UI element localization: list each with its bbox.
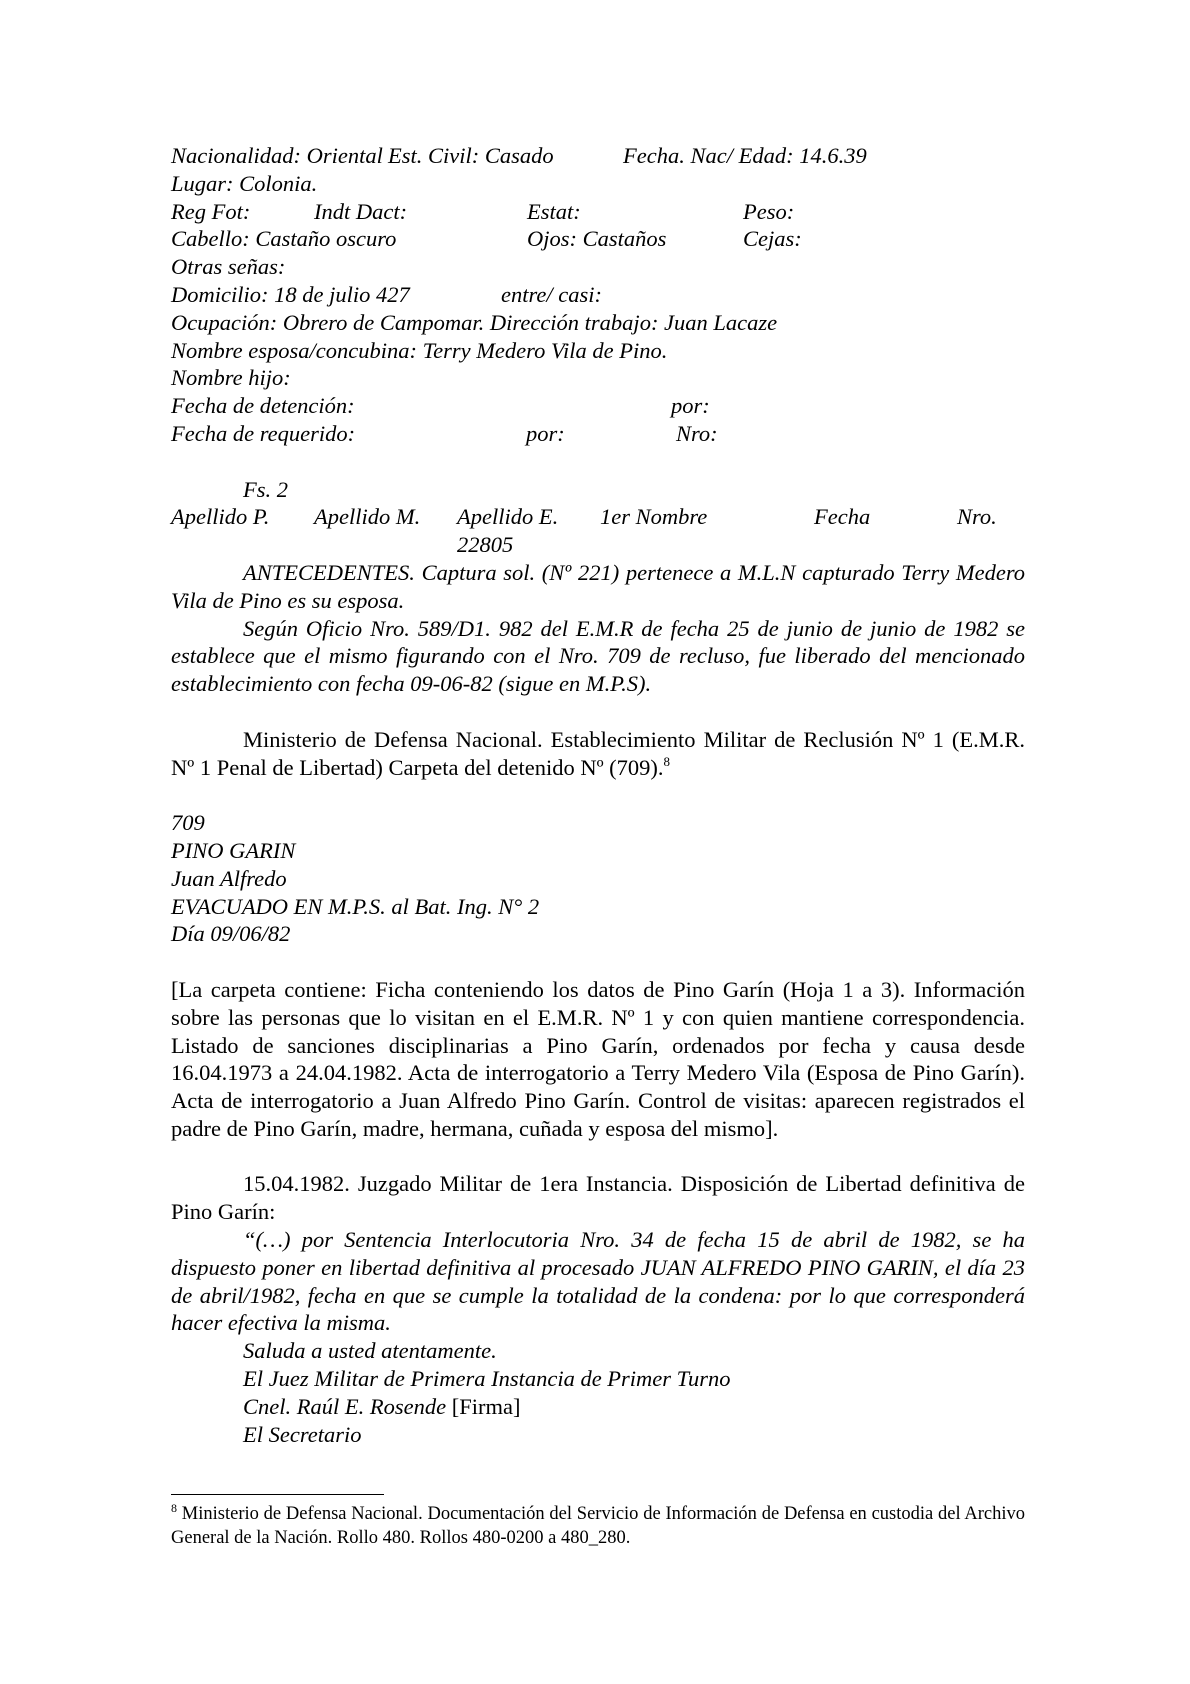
hijo: Nombre hijo:: [171, 365, 291, 391]
footnote-reference: 8: [663, 753, 671, 769]
record-line-domicilio: [171, 281, 1025, 309]
header-nro: Nro.: [957, 504, 997, 530]
ojos: Ojos: Castaños: [527, 226, 667, 252]
footnote: [171, 1502, 1025, 1550]
carpeta-label: [171, 809, 1025, 948]
detainee-record: [171, 142, 1025, 448]
juzgado-firmante-line: [171, 1393, 1025, 1421]
juzgado-secretario: El Secretario: [243, 1421, 362, 1447]
juzgado-saluda: Saluda a usted atentamente.: [243, 1338, 497, 1364]
record-line-esposa: [171, 337, 1025, 365]
fecha-nacimiento: Fecha. Nac/ Edad: 14.6.39: [623, 143, 867, 168]
footnote-text: Ministerio de Defensa Nacional. Documentación del Servicio de Información de Defensa en custodia del Archivo General de la Nación. Rollo 480. Rollos 480-0200 a 480_280.: [171, 1504, 1026, 1548]
fs-number-line: [171, 531, 1025, 559]
nacionalidad: Nacionalidad: Oriental: [171, 143, 383, 168]
esposa: Nombre esposa/concubina: Terry Medero Vila de Pino.: [171, 337, 668, 363]
reg-fot: Reg Fot:: [171, 198, 251, 224]
requerido-por: por:: [526, 420, 565, 446]
juzgado-heading: 15.04.1982. Juzgado Militar de 1era Instancia. Disposición de Libertad definitiva de Pino Garín:: [171, 1171, 1025, 1225]
cabello: Cabello: Castaño oscuro: [171, 226, 397, 252]
cejas: Cejas:: [743, 226, 802, 252]
antecedentes-paragraph-1: ANTECEDENTES. Captura sol. (Nº 221) pertenece a M.L.N capturado Terry Medero Vila de Pino es su esposa.: [171, 559, 1025, 613]
juzgado-juez: El Juez Militar de Primera Instancia de Primer Turno: [243, 1366, 731, 1392]
carpeta-evacuado: EVACUADO EN M.P.S. al Bat. Ing. N° 2: [171, 893, 540, 919]
fs-block: [171, 476, 1025, 698]
record-line-detencion: [171, 392, 1025, 420]
fs-label: Fs. 2: [243, 476, 288, 502]
record-line-requerido: [171, 420, 1025, 448]
ministerio-text: Ministerio de Defensa Nacional. Establecimiento Militar de Reclusión Nº 1 (E.M.R. Nº 1 Penal de Libertad) Carpeta del detenido Nº (709).: [171, 726, 1025, 780]
document-page: [171, 142, 1025, 1448]
carpeta-surname: PINO GARIN: [171, 837, 296, 863]
peso: Peso:: [743, 198, 795, 224]
header-apellido-m: Apellido M.: [314, 504, 421, 530]
carpeta-contents-paragraph: [La carpeta contiene: Ficha conteniendo los datos de Pino Garín (Hoja 1 a 3). Información sobre las personas que lo visitan en el E.M.R. Nº 1 y con quien mantiene correspondencia. Listado de sanciones disciplinarias a Pino Garín, ordenados por fecha y causa desde 16.04.1973 a 24.04.1982. Acta de interrogatorio a Terry Medero Vila (Esposa de Pino Garín). Acta de interrogatorio a Juan Alfredo Pino Garín. Control de visitas: aparecen registrados el padre de Pino Garín, madre, hermana, cuñada y esposa del mismo].: [171, 976, 1025, 1141]
fs-headers: [171, 503, 1025, 531]
lugar: Lugar: Colonia.: [171, 170, 318, 196]
ocupacion: Ocupación: Obrero de Campomar. Dirección trabajo: Juan Lacaze: [171, 309, 778, 335]
fecha-detencion: Fecha de detención:: [171, 393, 355, 419]
fs-number: 22805: [457, 532, 514, 558]
header-apellido-e: Apellido E.: [457, 504, 559, 530]
carpeta-dia: Día 09/06/82: [171, 921, 291, 947]
record-line-lugar: [171, 170, 1025, 198]
record-line-nationality: [171, 142, 1025, 170]
otras-senas: Otras señas:: [171, 254, 286, 280]
juzgado-firmante: Cnel. Raúl E. Rosende: [243, 1393, 447, 1419]
juzgado-quote: “(…) por Sentencia Interlocutoria Nro. 34 de fecha 15 de abril de 1982, se ha dispuesto poner en libertad definitiva al procesado JUAN ALFREDO PINO GARIN, el día 23 de abril/1982, fecha en que se cumple la totalidad de la condena: por lo que corresponderá hacer efectiva la misma.: [171, 1227, 1025, 1336]
footnote-number: 8: [171, 1501, 177, 1515]
detencion-por: por:: [671, 393, 710, 419]
carpeta-number: 709: [171, 810, 205, 836]
entre-casi: entre/ casi:: [501, 281, 603, 307]
record-line-ocupacion: [171, 309, 1025, 337]
header-nombre: 1er Nombre: [600, 504, 708, 530]
record-line-otras-senas: [171, 253, 1025, 281]
record-line-reg-fot: [171, 198, 1025, 226]
domicilio: Domicilio: 18 de julio 427: [171, 281, 410, 307]
carpeta-given-name: Juan Alfredo: [171, 865, 287, 891]
fecha-requerido: Fecha de requerido:: [171, 420, 356, 446]
juzgado-firma: [Firma]: [451, 1393, 521, 1419]
header-apellido-p: Apellido P.: [171, 504, 270, 530]
ministerio-paragraph: [171, 726, 1025, 782]
requerido-nro: Nro:: [676, 420, 718, 446]
antecedentes-paragraph-2: Según Oficio Nro. 589/D1. 982 del E.M.R de fecha 25 de junio de junio de 1982 se establece que el mismo figurando con el Nro. 709 de recluso, fue liberado del mencionado establecimiento con fecha 09-06-82 (sigue en M.P.S).: [171, 615, 1025, 697]
footnote-separator: [171, 1494, 384, 1495]
indt-dact: Indt Dact:: [314, 198, 408, 224]
estat: Estat:: [527, 198, 581, 224]
estado-civil: Est. Civil: Casado: [388, 143, 554, 168]
header-fecha: Fecha: [814, 504, 871, 530]
record-line-cabello: [171, 225, 1025, 253]
record-line-hijo: [171, 364, 1025, 392]
